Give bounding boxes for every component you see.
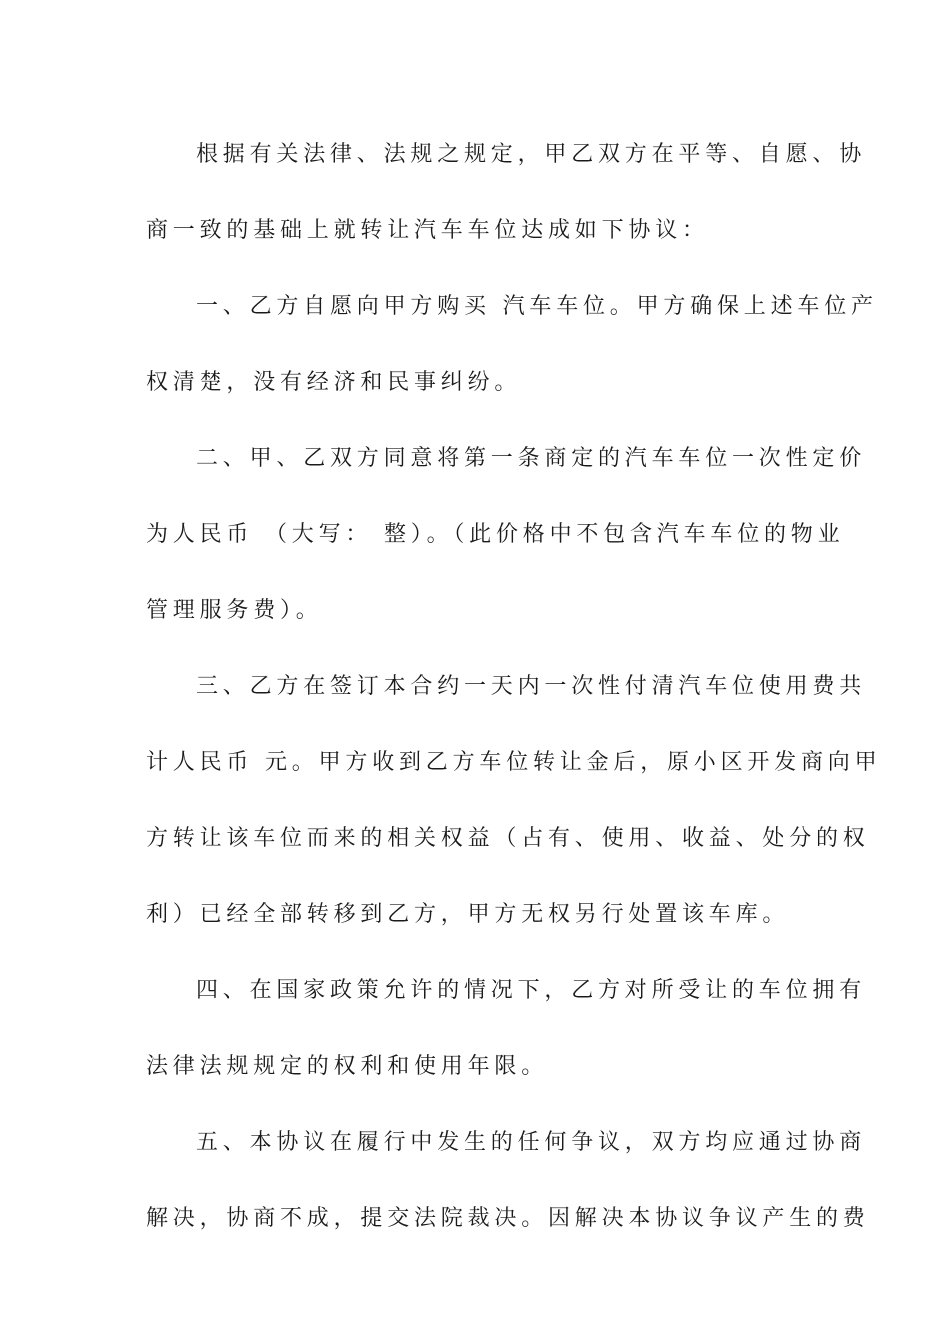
- text-line: 权清楚，没有经济和民事纠纷。: [146, 370, 522, 395]
- text-line: 根据有关法律、法规之规定，甲乙双方在平等、自愿、协: [196, 142, 867, 167]
- text-line: 法律法规规定的权利和使用年限。: [146, 1054, 549, 1079]
- text-line: 为人民币 （大写： 整）。（此价格中不包含汽车车位的物业: [146, 522, 845, 547]
- text-line: 一、乙方自愿向甲方购买 汽车车位。甲方确保上述车位产: [196, 294, 878, 319]
- text-line: 二、甲、乙双方同意将第一条商定的汽车车位一次性定价: [196, 446, 867, 471]
- paragraph-clause-3: [146, 655, 882, 959]
- text-line: 管理服务费）。: [146, 598, 323, 623]
- paragraph-clause-2: [146, 427, 867, 655]
- text-line: 计人民币 元。甲方收到乙方车位转让金后，原小区开发商向甲: [146, 750, 882, 775]
- text-line: 解决，协商不成，提交法院裁决。因解决本协议争议产生的费: [146, 1206, 870, 1231]
- text-line: 方转让该车位而来的相关权益（占有、使用、收益、处分的权: [146, 826, 870, 851]
- text-line: 三、乙方在签订本合约一天内一次性付清汽车位使用费共: [196, 674, 867, 699]
- text-line: 五、本协议在履行中发生的任何争议，双方均应通过协商: [196, 1130, 867, 1155]
- paragraph-clause-4: [146, 959, 867, 1111]
- paragraph-clause-5: [146, 1111, 870, 1263]
- document-body: [146, 123, 882, 1263]
- paragraph-clause-1: [146, 275, 878, 427]
- text-line: 四、在国家政策允许的情况下，乙方对所受让的车位拥有: [196, 978, 867, 1003]
- text-line: 商一致的基础上就转让汽车车位达成如下协议：: [146, 218, 709, 243]
- paragraph-preamble: [146, 123, 867, 275]
- text-line: 利）已经全部转移到乙方，甲方无权另行处置该车库。: [146, 902, 790, 927]
